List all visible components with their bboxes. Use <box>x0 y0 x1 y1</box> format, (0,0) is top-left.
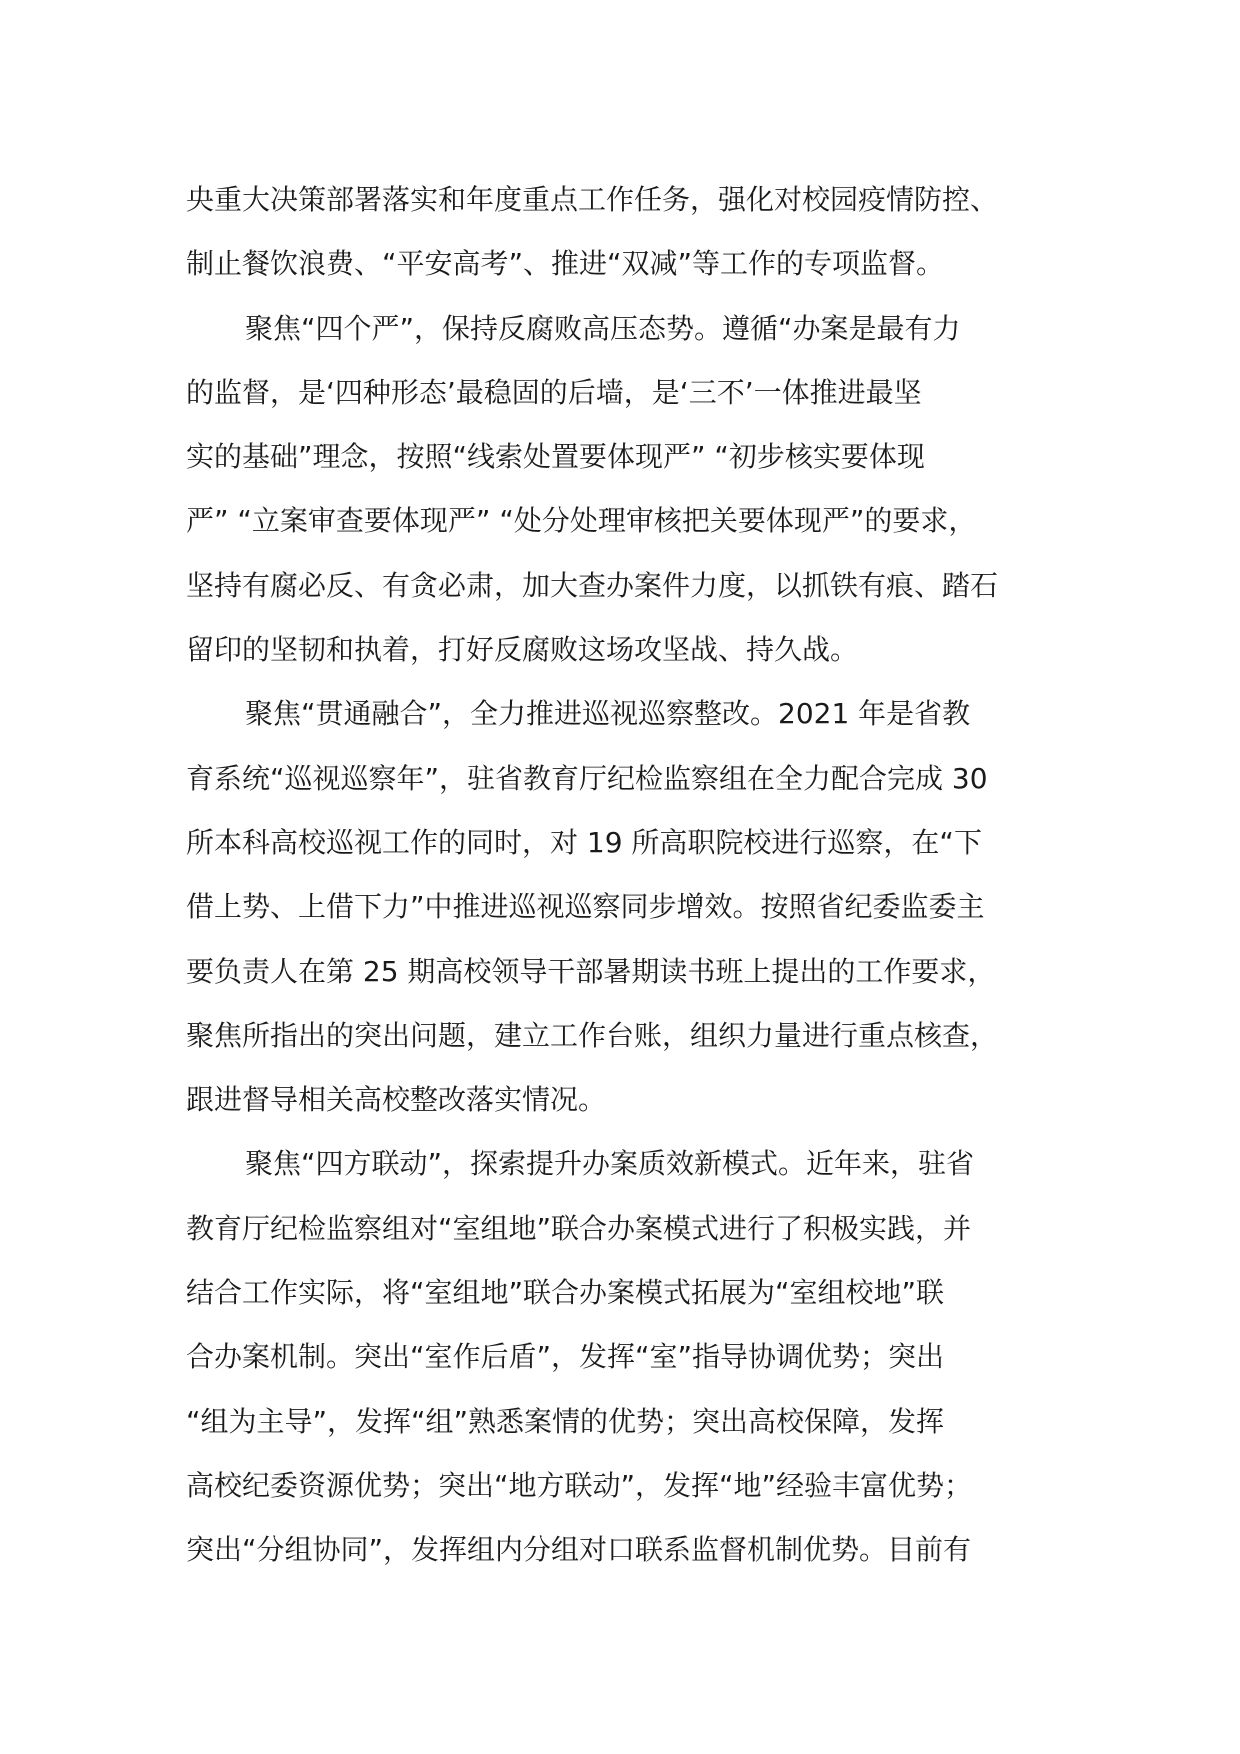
text-line: 实的基础”理念，按照“线索处置要体现严” “初步核实要体现 <box>186 440 925 474</box>
text-line: 留印的坚韧和执着，打好反腐败这场攻坚战、持久战。 <box>186 633 859 667</box>
text-line: 严” “立案审查要体现严” “处分处理审核把关要体现严”的要求， <box>186 504 977 538</box>
text-line: 育系统“巡视巡察年”，驻省教育厅纪检监察组在全力配合完成 30 <box>186 761 988 795</box>
text-line: 借上势、上借下力”中推进巡视巡察同步增效。按照省纪委监委主 <box>186 890 985 924</box>
text-line: 制止餐饮浪费、“平安高考”、推进“双减”等工作的专项监督。 <box>186 247 945 281</box>
paragraph-first-line: 聚焦“四方联动”，探索提升办案质效新模式。近年来，驻省 <box>245 1147 975 1181</box>
text-line: 的监督，是‘四种形态’最稳固的后墙，是‘三不’一体推进最坚 <box>186 375 922 409</box>
paragraph-first-line: 聚焦“贯通融合”，全力推进巡视巡察整改。2021 年是省教 <box>245 697 971 731</box>
text-line: 合办案机制。突出“室作后盾”，发挥“室”指导协调优势；突出 <box>186 1340 945 1374</box>
text-line: 跟进督导相关高校整改落实情况。 <box>186 1083 607 1117</box>
body-text <box>186 168 1086 1583</box>
text-line: 结合工作实际，将“室组地”联合办案模式拓展为“室组校地”联 <box>186 1276 945 1310</box>
text-line: 突出“分组协同”，发挥组内分组对口联系监督机制优势。目前有 <box>186 1533 972 1567</box>
text-line: 央重大决策部署落实和年度重点工作任务，强化对校园疫情防控、 <box>186 183 999 216</box>
text-line: 坚持有腐必反、有贪必肃，加大查办案件力度，以抓铁有痕、踏石 <box>186 568 999 602</box>
text-line: 要负责人在第 25 期高校领导干部暑期读书班上提出的工作要求， <box>186 954 996 988</box>
text-line: 高校纪委资源优势；突出“地方联动”，发挥“地”经验丰富优势； <box>186 1468 973 1502</box>
text-line: 聚焦所指出的突出问题，建立工作台账，组织力量进行重点核查， <box>186 1018 999 1052</box>
text-line: “组为主导”，发挥“组”熟悉案情的优势；突出高校保障，发挥 <box>186 1404 945 1438</box>
paragraph-first-line: 聚焦“四个严”，保持反腐败高压态势。遵循“办案是最有力 <box>245 311 961 345</box>
text-line: 所本科高校巡视工作的同时，对 19 所高职院校进行巡察，在“下 <box>186 825 982 859</box>
text-line: 教育厅纪检监察组对“室组地”联合办案模式进行了积极实践，并 <box>186 1211 972 1245</box>
